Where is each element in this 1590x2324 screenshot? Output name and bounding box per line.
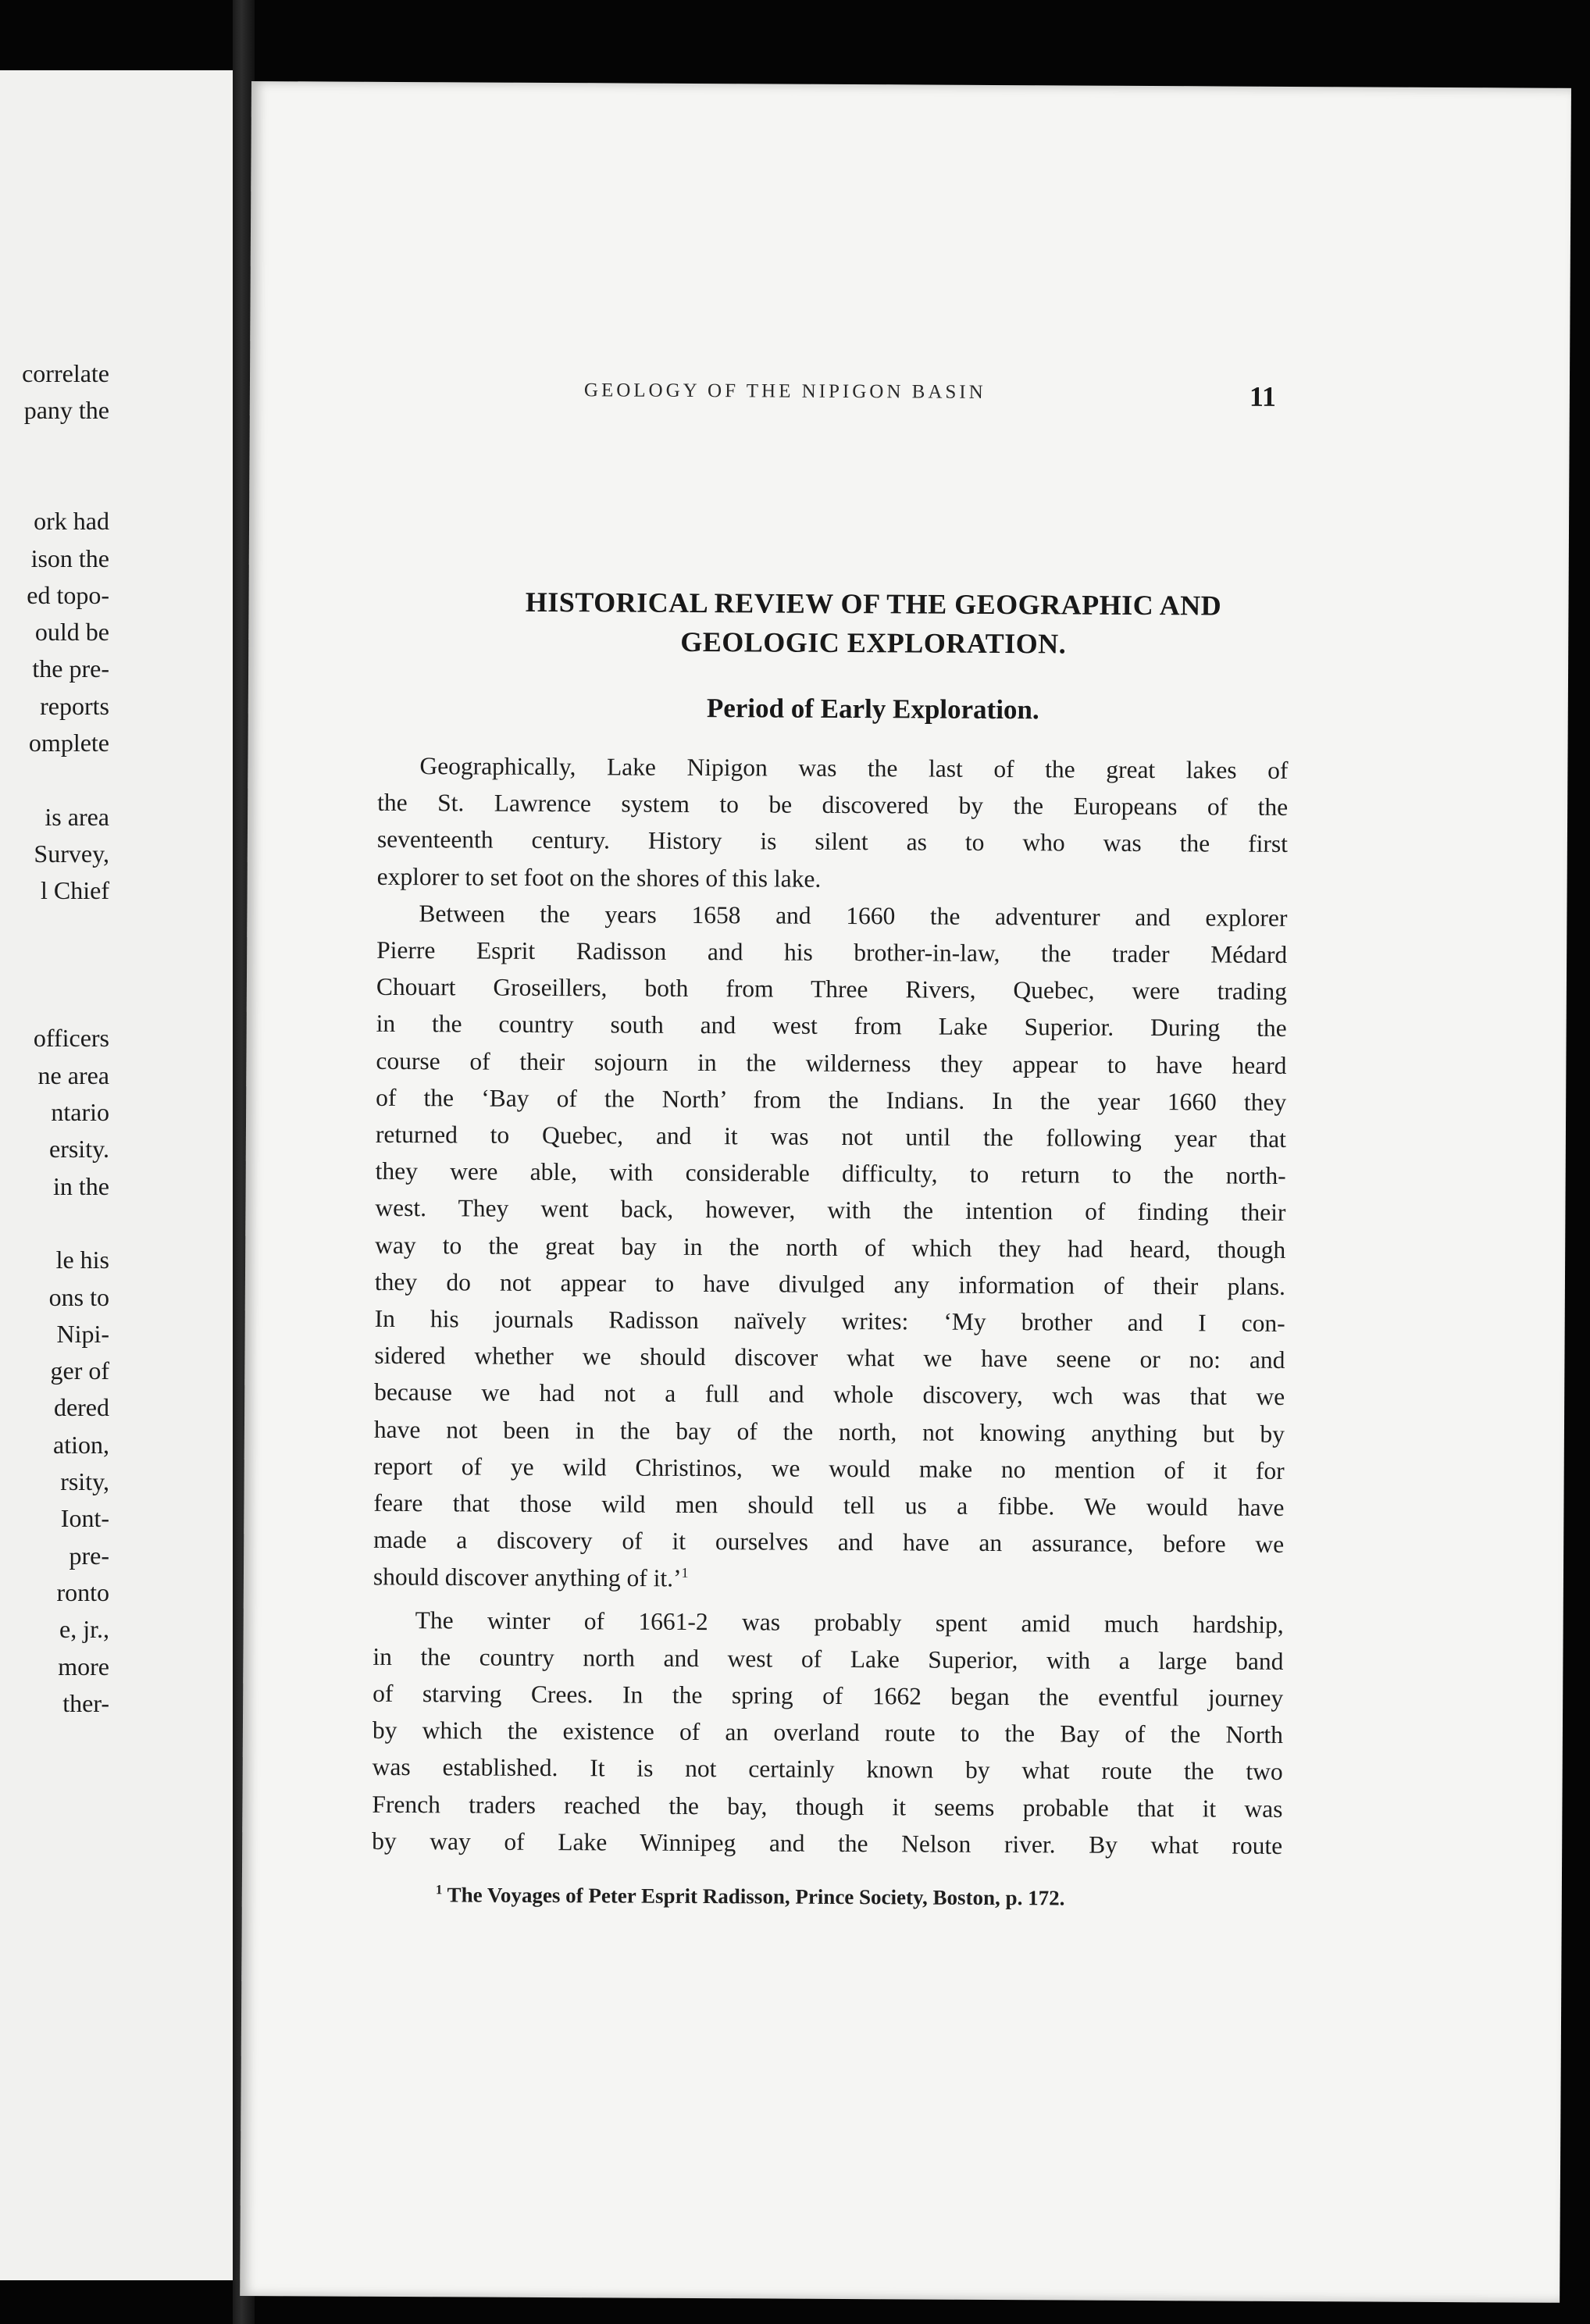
body-text-line: of starving Crees. In the spring of 1662 began the eventful journey [373, 1679, 1284, 1712]
previous-page-line: rsity, [60, 1467, 109, 1495]
footnote-text: The Voyages of Peter Esprit Radisson, Prince Society, Boston, p. 172. [447, 1883, 1065, 1910]
previous-page-line: ersity. [48, 1135, 109, 1164]
body-text-line: feare that those wild men should tell us a fibbe. We would have [373, 1488, 1285, 1521]
body-text [240, 81, 1571, 2303]
body-text-line: in the country south and west from Lake Superior. During the [376, 1010, 1287, 1043]
body-text-line: should discover anything of it.’$^1$ [373, 1563, 689, 1592]
book-page [240, 81, 1571, 2303]
previous-page-line: ther- [62, 1688, 109, 1717]
body-text-line: of the ‘Bay of the North’ from the Indians. In the year 1660 they [376, 1083, 1287, 1116]
previous-page-line: reports [40, 691, 109, 720]
body-text-line: Geographically, Lake Nipigon was the last of the great lakes of [419, 752, 1289, 784]
previous-page-line: ronto [56, 1577, 109, 1606]
previous-page-line: ould be [34, 618, 109, 647]
previous-page-line: more [58, 1652, 109, 1681]
previous-page-line: the pre- [32, 654, 109, 683]
body-text-line: Pierre Esprit Radisson and his brother-in-law, the trader Médard [376, 936, 1288, 968]
previous-page-line: correlate [22, 359, 109, 387]
previous-page-line: pre- [69, 1541, 109, 1570]
previous-page-text [0, 70, 233, 2280]
body-text-line: The winter of 1661-2 was probably spent amid much hardship, [415, 1606, 1284, 1638]
running-head: GEOLOGY OF THE NIPIGON BASIN [583, 380, 986, 403]
previous-page-line: Iont- [60, 1504, 109, 1533]
previous-page-line: pany the [23, 396, 109, 425]
body-text-line: made a discovery of it ourselves and have an assurance, before we [373, 1526, 1285, 1559]
previous-page-line: officers [33, 1024, 109, 1053]
footnote-reference: 1 [681, 1565, 689, 1581]
footnote [436, 1882, 1065, 1910]
body-text-line: In his journals Radisson naïvely writes: ‘My brother and I con- [374, 1304, 1285, 1337]
previous-page-line: e, jr., [59, 1615, 109, 1644]
footnote-marker: 1 [435, 1882, 443, 1898]
subsection-heading: Period of Early Exploration. [706, 693, 1039, 725]
body-text-line: report of ye wild Christinos, we would make no mention of it for [373, 1452, 1285, 1485]
body-text-line: course of their sojourn in the wilderness they appear to have heard [376, 1046, 1287, 1079]
body-text-line: they were able, with considerable difficulty, to return to the north- [375, 1157, 1286, 1190]
previous-page-line: ger of [50, 1356, 109, 1385]
body-text-line: have not been in the bay of the north, not knowing anything but by [373, 1415, 1285, 1448]
previous-page-line: is area [45, 802, 109, 831]
body-text-line: they do not appear to have divulged any information of their plans. [374, 1267, 1286, 1300]
body-text-line: the St. Lawrence system to be discovered by the Europeans of the [377, 789, 1289, 822]
previous-page-line: le his [55, 1246, 109, 1274]
previous-page-line: ation, [53, 1430, 109, 1459]
body-text-line: French traders reached the bay, though it seems probable that it was [372, 1790, 1283, 1823]
previous-page-line: Survey, [34, 839, 109, 868]
previous-page-line: ork had [34, 507, 109, 536]
previous-page-fragment [0, 70, 233, 2280]
body-text-line: because we had not a full and whole discovery, wch was that we [374, 1378, 1285, 1411]
page-number: 11 [1249, 380, 1277, 412]
previous-page-line: ison the [30, 544, 109, 572]
previous-page-line: ne area [37, 1060, 109, 1089]
body-text-line: in the country north and west of Lake Superior, with a large band [373, 1642, 1284, 1675]
previous-page-line: l Chief [41, 876, 109, 905]
body-text-line: west. They went back, however, with the intention of finding their [375, 1194, 1286, 1227]
previous-page-line: dered [53, 1393, 109, 1422]
body-text-line: by way of Lake Winnipeg and the Nelson river. By what route [372, 1827, 1283, 1859]
body-text-line: returned to Quebec, and it was not until the following year that [375, 1120, 1287, 1153]
body-text-line: Chouart Groseillers, both from Three Rivers, Quebec, were trading [376, 973, 1288, 1006]
section-heading-line-2: GEOLOGIC EXPLORATION. [680, 626, 1067, 660]
body-text-line: by which the existence of an overland route to the Bay of the North [372, 1716, 1284, 1749]
previous-page-line: ed topo- [27, 580, 109, 609]
body-text-line: Between the years 1658 and 1660 the adventurer and explorer [419, 899, 1288, 932]
previous-page-line: Nipi- [56, 1319, 109, 1348]
previous-page-line: ons to [48, 1282, 109, 1311]
previous-page-line: in the [53, 1171, 109, 1200]
body-text-line: sidered whether we should discover what we have seene or no: and [374, 1342, 1285, 1374]
previous-page-line: omplete [28, 729, 109, 757]
body-text-line: was established. It is not certainly known by what route the two [372, 1753, 1283, 1786]
section-heading-line-1: HISTORICAL REVIEW OF THE GEOGRAPHIC AND [525, 586, 1222, 622]
body-text-line: seventeenth century. History is silent as to who was the first [376, 825, 1288, 858]
body-text-line: explorer to set foot on the shores of this lake. [376, 862, 822, 893]
previous-page-line: ntario [51, 1098, 109, 1126]
body-text-line: way to the great bay in the north of which they had heard, though [375, 1231, 1286, 1264]
